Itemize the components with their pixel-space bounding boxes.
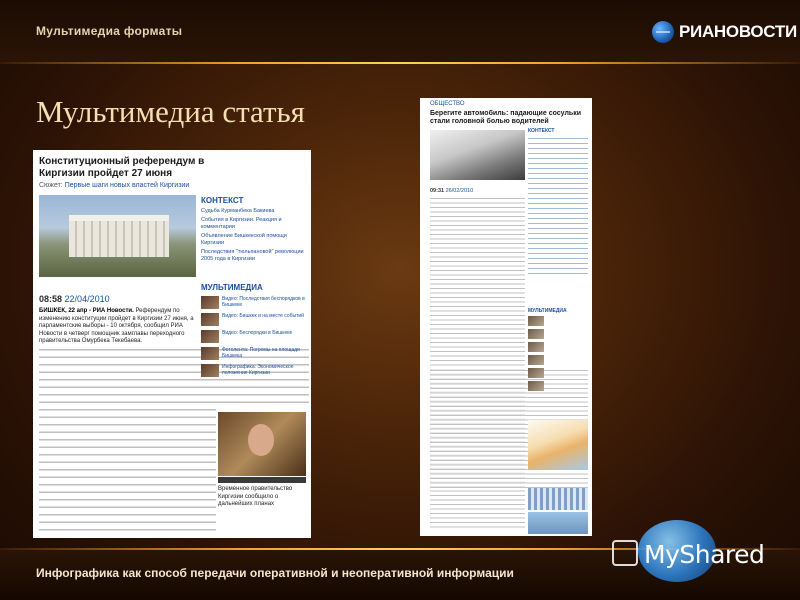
ria-logo-text: РИАНОВОСТИ (679, 22, 797, 41)
multimedia-item[interactable] (201, 296, 309, 310)
context-link[interactable]: Судьба Курманбека Бакиева (201, 208, 275, 214)
context-link[interactable]: События в Киргизии. Реакция и комментарии (201, 217, 282, 230)
article-screenshot-kyrgyzstan (33, 150, 311, 538)
plot-link[interactable]: Первые шаги новых властей Киргизии (64, 182, 190, 189)
multimedia-thumbnail (201, 313, 219, 326)
presentation-icon (612, 540, 638, 566)
video-controls[interactable] (218, 477, 306, 483)
multimedia-thumbnail[interactable] (528, 381, 544, 391)
multimedia-link[interactable]: Инфографика: Экономическое положение Киргизии (222, 364, 294, 376)
slide-caption: Инфографика как способ передачи оперативной и неоперативной информации (36, 566, 514, 580)
multimedia-thumbnail (201, 296, 219, 309)
plot-label: Сюжет: (39, 182, 63, 189)
multimedia-link[interactable]: Видео: Беспорядки в Бишкеке (222, 330, 293, 336)
infographic-diagram-bottom[interactable] (528, 512, 588, 534)
multimedia-item[interactable] (201, 364, 309, 378)
building-image (69, 215, 169, 257)
multimedia-thumbnail[interactable] (528, 368, 544, 378)
article-photo (39, 195, 196, 277)
lead-source: БИШКЕК, 22 апр - РИА Новости. (39, 308, 134, 314)
ria-novosti-logo (652, 20, 797, 44)
context-link[interactable]: Объявление Бишкекской помощи Киргизии (201, 233, 287, 246)
article-photo (430, 130, 525, 180)
multimedia-item[interactable] (201, 347, 309, 361)
infographic-image[interactable] (528, 420, 588, 470)
multimedia-thumbnail (201, 347, 219, 360)
multimedia-thumbnail (201, 364, 219, 377)
video-thumbnail[interactable] (218, 412, 306, 476)
multimedia-link[interactable]: Видео: Бишкек и на месте событий (222, 313, 304, 319)
context-list (201, 208, 309, 265)
context-link[interactable]: Последствия "тюльпановой" революции 2005 года в Киргизии (201, 249, 304, 262)
multimedia-thumbnail[interactable] (528, 329, 544, 339)
context-heading: КОНТЕКСТ (528, 128, 555, 134)
article-screenshot-icicles (420, 98, 592, 536)
article-date: 26/02/2010 (445, 188, 474, 194)
article-plot (39, 182, 189, 189)
article-time: 09:31 (430, 188, 445, 194)
context-heading: КОНТЕКСТ (201, 196, 244, 205)
myshared-watermark (608, 518, 798, 588)
infographic-diagram[interactable] (528, 488, 588, 510)
globe-icon (652, 21, 674, 43)
video-caption: Временное правительство Киргизии сообщило о дальнейших планах (218, 486, 293, 507)
multimedia-thumbnail[interactable] (528, 342, 544, 352)
context-list (528, 136, 588, 276)
multimedia-heading: МУЛЬТИМЕДИА (528, 308, 567, 314)
multimedia-item[interactable] (201, 313, 309, 327)
section-label: Мультимедиа форматы (36, 24, 183, 38)
slide-title: Мультимедиа статья (36, 94, 305, 129)
article-title: Конституционный референдум в Киргизии пройдет 27 июня (39, 156, 205, 179)
multimedia-item[interactable] (201, 330, 309, 344)
article-time: 08:58 (39, 294, 63, 304)
multimedia-thumbnail[interactable] (528, 316, 544, 326)
multimedia-thumbnail (201, 330, 219, 343)
multimedia-thumbnails (528, 316, 588, 394)
article-date: 22/04/2010 (64, 294, 110, 304)
multimedia-link[interactable]: Фотолента: Погромы на площади Бишкека (222, 347, 300, 359)
multimedia-thumbnail[interactable] (528, 355, 544, 365)
article-datetime (39, 294, 110, 304)
multimedia-heading: МУЛЬТИМЕДИА (201, 283, 263, 292)
multimedia-link[interactable]: Видео: Последствия беспорядков в Бишкеке (222, 296, 305, 308)
watermark-text: MyShared (644, 540, 765, 569)
article-lead (39, 308, 199, 346)
top-divider (0, 62, 800, 64)
article-title: Берегите автомобиль: падающие сосульки стали головной болью водителей (430, 110, 582, 125)
article-datetime (430, 188, 473, 194)
person-image (248, 424, 274, 456)
article-rubric[interactable]: ОБЩЕСТВО (430, 101, 465, 107)
lead-text: Референдум по изменению конституции пройдет в Киргизии 27 июня, а парламентские выборы - 10 октября, сообщил РИА Новости в четверг помощник замглавы переходного правительства Омурбека Текебаева. (39, 308, 194, 344)
